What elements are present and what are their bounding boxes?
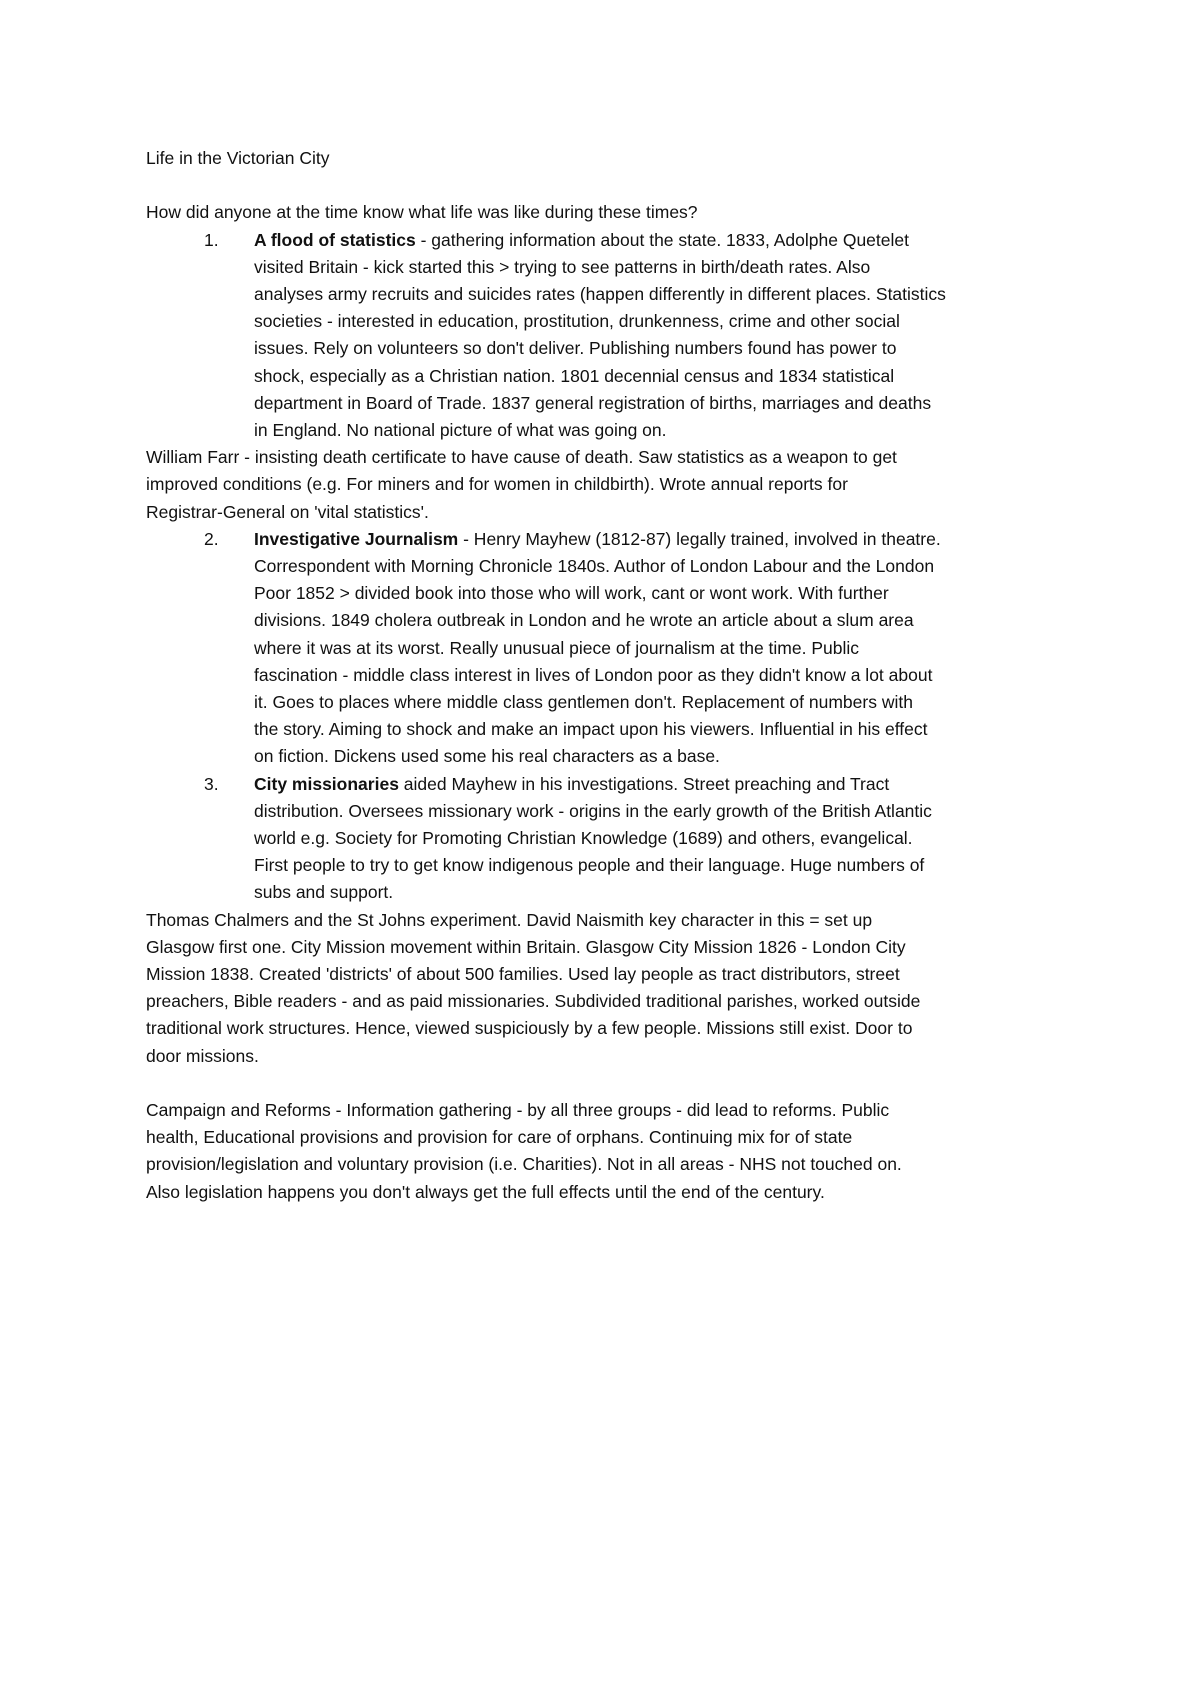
list-item-line: in England. No national picture of what was going on. <box>254 420 667 441</box>
list-item-line <box>254 526 1066 553</box>
list-item-line: visited Britain - kick started this > trying to see patterns in birth/death rates. Also <box>254 256 871 277</box>
list-item-text: - Henry Mayhew (1812-87) legally trained, involved in theatre. <box>458 528 941 549</box>
list-item-line: the story. Aiming to shock and make an impact upon his viewers. Influential in his effect <box>254 719 928 740</box>
document-title: Life in the Victorian City <box>146 148 330 168</box>
list-number: 2. <box>204 528 219 549</box>
list-item-line: where it was at its worst. Really unusual piece of journalism at the time. Public <box>254 637 859 658</box>
list-item-line: department in Board of Trade. 1837 general registration of births, marriages and deaths <box>254 392 932 413</box>
paragraph-line: door missions. <box>146 1045 259 1066</box>
document-body <box>146 145 1066 1206</box>
list-item-line: distribution. Oversees missionary work - origins in the early growth of the British Atlantic <box>254 800 932 821</box>
list-item-statistics <box>146 227 1066 445</box>
list-item-line: Poor 1852 > divided book into those who will work, cant or wont work. With further <box>254 583 889 604</box>
list-item-line: subs and support. <box>254 882 394 903</box>
list-number: 3. <box>204 773 219 794</box>
paragraph-line: Registrar-General on 'vital statistics'. <box>146 501 429 522</box>
list-item-line: divisions. 1849 cholera outbreak in London and he wrote an article about a slum area <box>254 610 914 631</box>
list-item-line: societies - interested in education, prostitution, drunkenness, crime and other social <box>254 311 900 332</box>
paragraph-line: health, Educational provisions and provision for care of orphans. Continuing mix for of state <box>146 1127 853 1148</box>
paragraph-line: Thomas Chalmers and the St Johns experiment. David Naismith key character in this = set up <box>146 909 873 930</box>
chalmers-paragraph <box>146 907 1066 1070</box>
paragraph-line: William Farr - insisting death certificate to have cause of death. Saw statistics as a weapon to get <box>146 447 897 468</box>
intro-question: How did anyone at the time know what life was like during these times? <box>146 202 698 223</box>
paragraph-line: preachers, Bible readers - and as paid missionaries. Subdivided traditional parishes, worked outside <box>146 991 921 1012</box>
list-item-heading: A flood of statistics <box>254 229 416 250</box>
list-item-line <box>254 227 1066 254</box>
paragraph-line: Campaign and Reforms - Information gathering - by all three groups - did lead to reforms. Public <box>146 1100 890 1121</box>
list-item-line: shock, especially as a Christian nation. 1801 decennial census and 1834 statistical <box>254 365 895 386</box>
list-item-heading: Investigative Journalism <box>254 528 459 549</box>
paragraph-line: provision/legislation and voluntary provision (i.e. Charities). Not in all areas - NHS not touched on. <box>146 1154 902 1175</box>
paragraph-line: traditional work structures. Hence, viewed suspiciously by a few people. Missions still exist. Door to <box>146 1018 913 1039</box>
list-item-line: fascination - middle class interest in lives of London poor as they didn't know a lot about <box>254 664 933 685</box>
list-item-heading: City missionaries <box>254 773 399 794</box>
list-item-journalism <box>146 526 1066 771</box>
paragraph-line: Glasgow first one. City Mission movement within Britain. Glasgow City Mission 1826 - London City <box>146 936 906 957</box>
list-item-line: on fiction. Dickens used some his real characters as a base. <box>254 746 720 767</box>
paragraph-line: Mission 1838. Created 'districts' of about 500 families. Used lay people as tract distributors, street <box>146 964 900 985</box>
list-number: 1. <box>204 229 219 250</box>
list-item-line: First people to try to get know indigenous people and their language. Huge numbers of <box>254 855 925 876</box>
list-item-text: aided Mayhew in his investigations. Street preaching and Tract <box>398 773 890 794</box>
campaign-paragraph <box>146 1097 1066 1206</box>
list-item-line: Correspondent with Morning Chronicle 1840s. Author of London Labour and the London <box>254 556 935 577</box>
farr-paragraph <box>146 444 1066 526</box>
list-item-line: world e.g. Society for Promoting Christian Knowledge (1689) and others, evangelical. <box>254 828 913 849</box>
list-item-line: analyses army recruits and suicides rates (happen differently in different places. Statistics <box>254 284 946 304</box>
list-item-line: it. Goes to places where middle class gentlemen don't. Replacement of numbers with <box>254 692 913 713</box>
list-item-text: - gathering information about the state. 1833, Adolphe Quetelet <box>415 229 909 250</box>
list-item-line: issues. Rely on volunteers so don't deliver. Publishing numbers found has power to <box>254 338 897 359</box>
list-item-line <box>254 771 1066 798</box>
paragraph-line: improved conditions (e.g. For miners and for women in childbirth). Wrote annual reports for <box>146 474 848 495</box>
list-item-missionaries <box>146 771 1066 907</box>
paragraph-line: Also legislation happens you don't always get the full effects until the end of the century. <box>146 1181 825 1202</box>
